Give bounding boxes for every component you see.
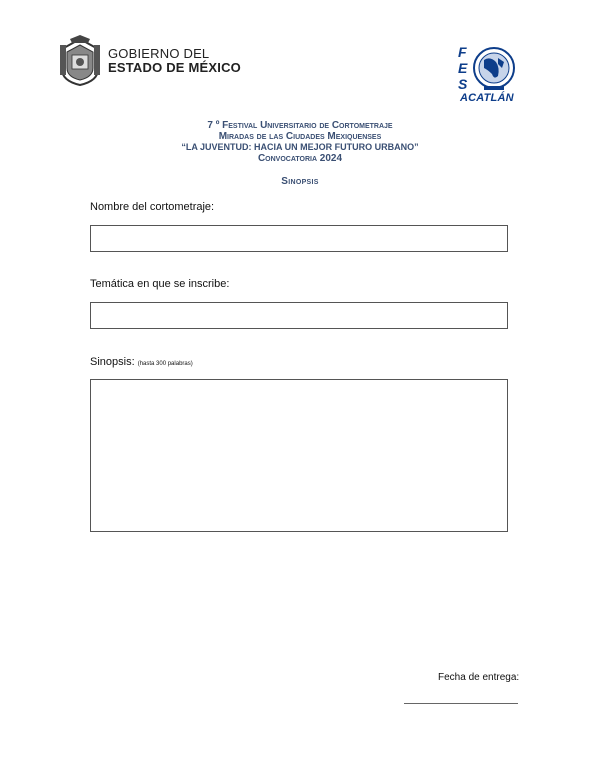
title-line3: “LA JUVENTUD: HACIA UN MEJOR FUTURO URBANO”: [181, 142, 419, 152]
gobierno-logo: [58, 35, 241, 87]
sinopsis-label: Sinopsis:: [90, 356, 135, 368]
gobierno-line2: ESTADO DE MÉXICO: [108, 60, 241, 75]
festival-title: [0, 120, 600, 164]
section-title: Sinopsis: [281, 176, 319, 187]
tematica-input[interactable]: [90, 302, 508, 329]
fes-acatlan-logo: [458, 44, 518, 108]
title-line2: Miradas de las Ciudades Mexiquenses: [218, 131, 382, 142]
title-line4: Convocatoria 2024: [257, 153, 343, 164]
gobierno-line1: GOBIERNO DEL: [108, 46, 210, 62]
field-label-tematica: Temática en que se inscribe:: [90, 278, 230, 290]
field-label-nombre: Nombre del cortometraje:: [90, 201, 215, 213]
unam-seal-icon: [470, 46, 518, 94]
title-line1: 7 º Festival Universitario de Cortometraje: [207, 120, 393, 131]
fes-letters: F E S: [458, 44, 468, 92]
field-label-sinopsis: [90, 356, 193, 368]
state-seal-icon: [58, 35, 102, 87]
fes-acatlan-name: ACATLÁN: [460, 92, 514, 104]
nombre-input[interactable]: [90, 225, 508, 252]
fecha-entrega-line[interactable]: [404, 703, 518, 704]
sinopsis-note: (hasta 300 palabras): [137, 361, 193, 367]
fecha-entrega-label: Fecha de entrega:: [438, 672, 520, 683]
sinopsis-textarea[interactable]: [90, 379, 508, 532]
